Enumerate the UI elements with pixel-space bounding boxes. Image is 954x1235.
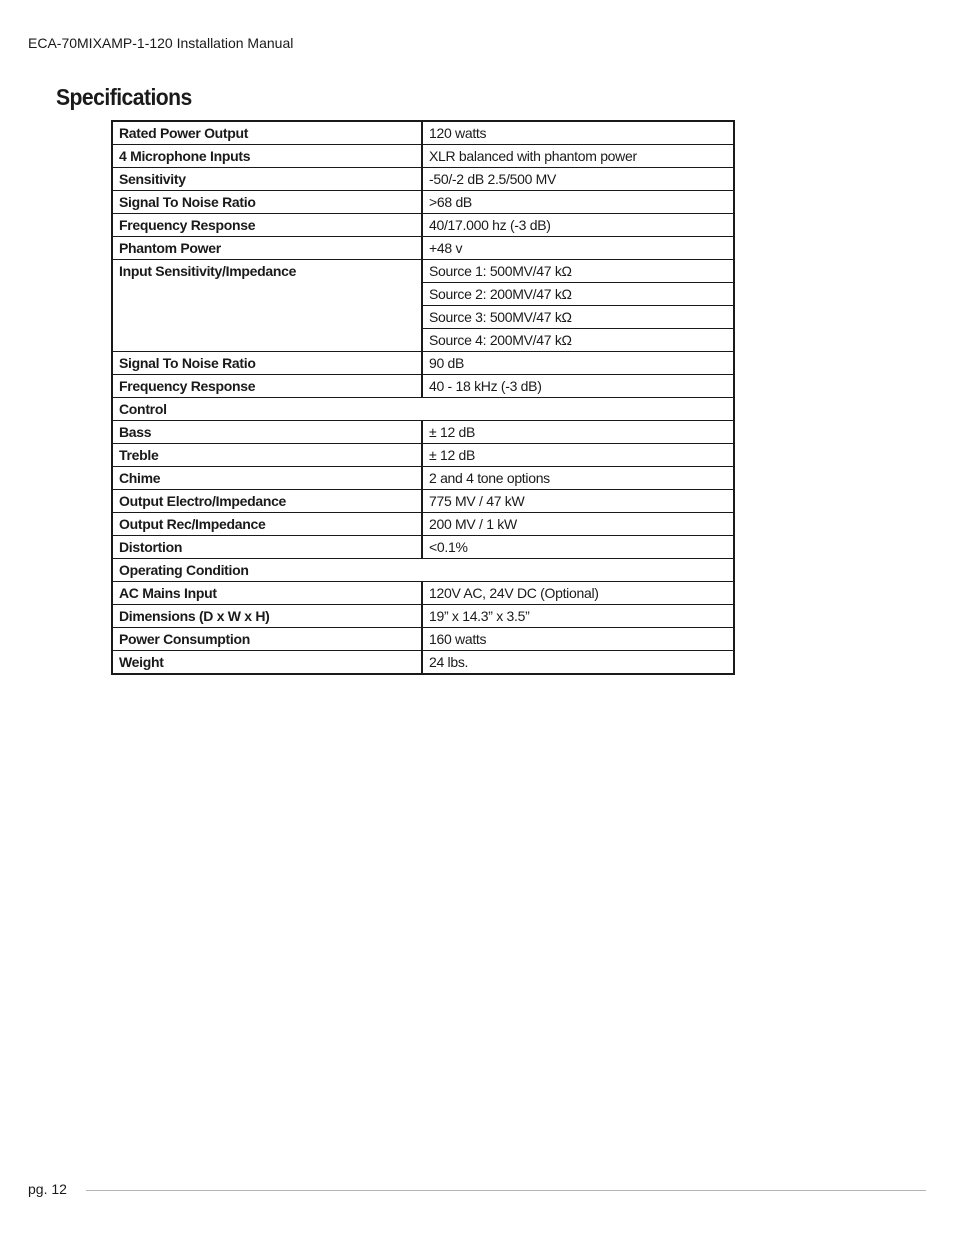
spec-value: 2 and 4 tone options: [422, 467, 734, 490]
spec-label: Weight: [112, 651, 422, 675]
spec-label: Chime: [112, 467, 422, 490]
table-row: [112, 260, 734, 283]
spec-value: XLR balanced with phantom power: [422, 145, 734, 168]
table-row: [112, 513, 734, 536]
table-row: [112, 145, 734, 168]
spec-value: 120 watts: [422, 121, 734, 145]
page-number: pg. 12: [28, 1181, 67, 1197]
spec-value: >68 dB: [422, 191, 734, 214]
table-row: [112, 191, 734, 214]
spec-label: Phantom Power: [112, 237, 422, 260]
table-row: [112, 651, 734, 675]
spec-value: Source 3: 500MV/47 kΩ: [422, 306, 734, 329]
spec-value: 120V AC, 24V DC (Optional): [422, 582, 734, 605]
spec-value: Source 2: 200MV/47 kΩ: [422, 283, 734, 306]
spec-label: Output Rec/Impedance: [112, 513, 422, 536]
spec-label: Treble: [112, 444, 422, 467]
table-row: [112, 375, 734, 398]
spec-value: 40 - 18 kHz (-3 dB): [422, 375, 734, 398]
section-row-control: [112, 398, 734, 421]
spec-label: 4 Microphone Inputs: [112, 145, 422, 168]
spec-label: Distortion: [112, 536, 422, 559]
spec-value: Source 1: 500MV/47 kΩ: [422, 260, 734, 283]
specifications-table: [111, 120, 735, 675]
table-row: [112, 490, 734, 513]
spec-label: Signal To Noise Ratio: [112, 191, 422, 214]
table-row: [112, 467, 734, 490]
table-row: [112, 536, 734, 559]
spec-value: ± 12 dB: [422, 444, 734, 467]
spec-value: +48 v: [422, 237, 734, 260]
spec-label: Power Consumption: [112, 628, 422, 651]
spec-value: 90 dB: [422, 352, 734, 375]
spec-value: -50/-2 dB 2.5/500 MV: [422, 168, 734, 191]
document-header: ECA-70MIXAMP-1-120 Installation Manual: [28, 35, 294, 51]
spec-label: Rated Power Output: [112, 121, 422, 145]
spec-label: Dimensions (D x W x H): [112, 605, 422, 628]
table-row: [112, 605, 734, 628]
table-row: [112, 352, 734, 375]
section-heading: Operating Condition: [112, 559, 734, 582]
spec-label: Frequency Response: [112, 375, 422, 398]
table-row: [112, 168, 734, 191]
spec-value: 200 MV / 1 kW: [422, 513, 734, 536]
page-title: Specifications: [56, 84, 192, 110]
spec-value: Source 4: 200MV/47 kΩ: [422, 329, 734, 352]
spec-value: 775 MV / 47 kW: [422, 490, 734, 513]
spec-value: 160 watts: [422, 628, 734, 651]
spec-value: 24 lbs.: [422, 651, 734, 675]
spec-label: Output Electro/Impedance: [112, 490, 422, 513]
spec-value: <0.1%: [422, 536, 734, 559]
table-row: [112, 582, 734, 605]
spec-label: Input Sensitivity/Impedance: [112, 260, 422, 352]
footer-divider: [86, 1190, 926, 1191]
spec-label: AC Mains Input: [112, 582, 422, 605]
table-row: [112, 121, 734, 145]
table-row: [112, 237, 734, 260]
spec-label: Signal To Noise Ratio: [112, 352, 422, 375]
spec-value: 19” x 14.3” x 3.5”: [422, 605, 734, 628]
table-row: [112, 214, 734, 237]
spec-label: Sensitivity: [112, 168, 422, 191]
spec-label: Frequency Response: [112, 214, 422, 237]
spec-value: 40/17.000 hz (-3 dB): [422, 214, 734, 237]
table-row: [112, 421, 734, 444]
table-row: [112, 628, 734, 651]
section-row-operating-condition: [112, 559, 734, 582]
spec-label: Bass: [112, 421, 422, 444]
spec-value: ± 12 dB: [422, 421, 734, 444]
section-heading: Control: [112, 398, 734, 421]
table-row: [112, 444, 734, 467]
